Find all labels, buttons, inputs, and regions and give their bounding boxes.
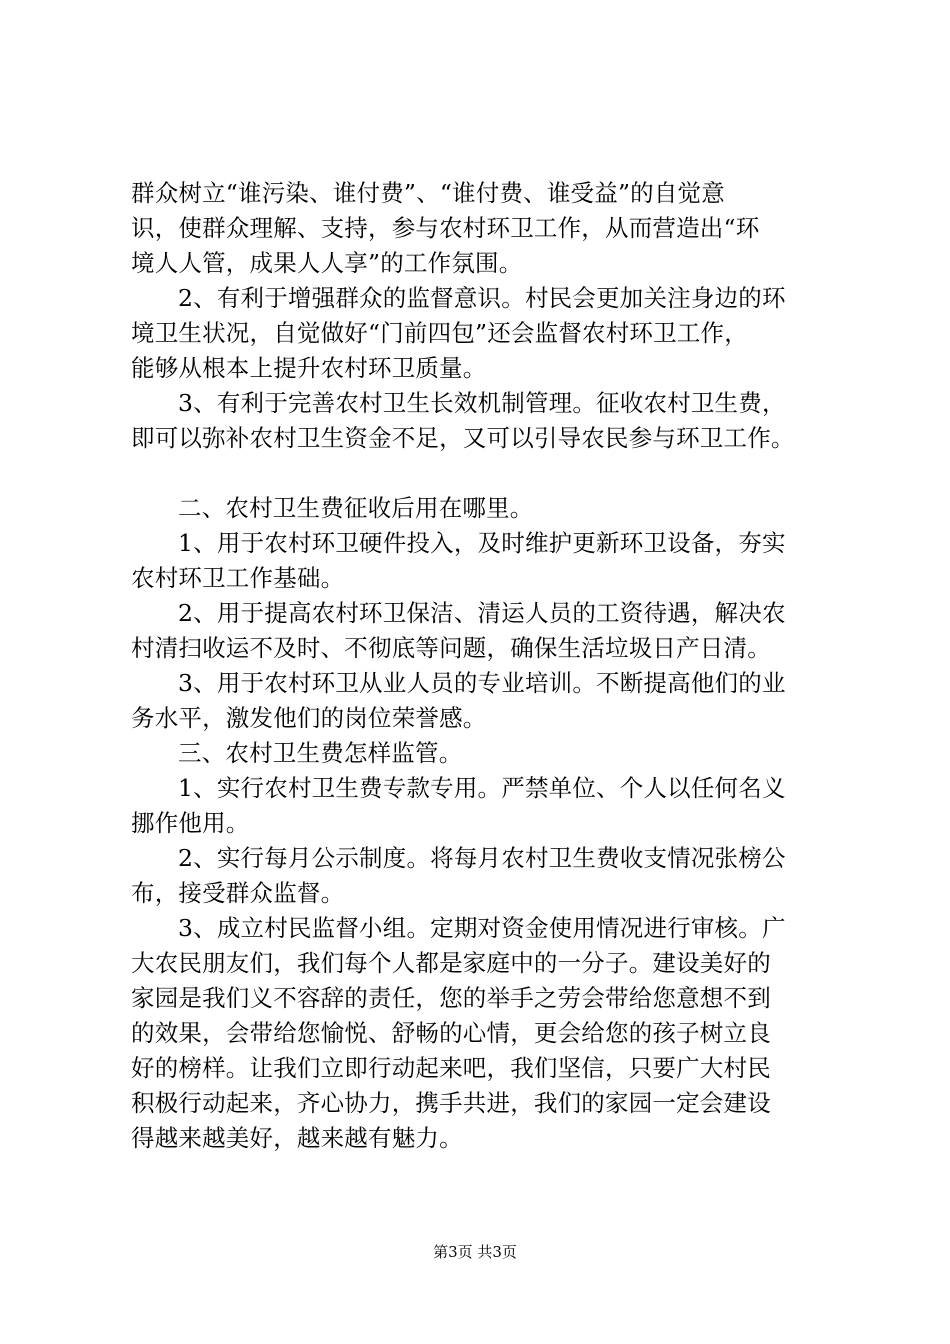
document-body: [131, 176, 831, 1156]
text-line: 务水平，激发他们的岗位荣誉感。: [131, 704, 487, 732]
text-line: 1、用于农村环卫硬件投入，及时维护更新环卫设备，夯实: [178, 529, 786, 557]
text-line: 2、有利于增强群众的监督意识。村民会更加关注身边的环: [178, 284, 786, 312]
page-footer: [0, 1242, 950, 1262]
text-line: 村清扫收运不及时、不彻底等问题，确保生活垃圾日产日清。: [131, 634, 771, 662]
text-line: 的效果，会带给您愉悦、舒畅的心情，更会给您的孩子树立良: [131, 1019, 771, 1047]
text-line: 识，使群众理解、支持，参与农村环卫工作，从而营造出“环: [131, 214, 760, 242]
text-line: 3、用于农村环卫从业人员的专业培训。不断提高他们的业: [178, 669, 786, 697]
text-line: 能够从根本上提升农村环卫质量。: [131, 354, 487, 382]
text-line: 境人人管，成果人人享”的工作氛围。: [131, 249, 523, 277]
text-line: 即可以弥补农村卫生资金不足，又可以引导农民参与环卫工作。: [131, 424, 795, 452]
text-line: 布，接受群众监督。: [131, 879, 345, 907]
text-line: 1、实行农村卫生费专款专用。严禁单位、个人以任何名义: [178, 774, 786, 802]
text-line: 大农民朋友们，我们每个人都是家庭中的一分子。建设美好的: [131, 949, 771, 977]
text-line: 2、用于提高农村环卫保洁、清运人员的工资待遇，解决农: [178, 599, 786, 627]
text-line: 挪作他用。: [131, 809, 250, 837]
section-heading: 二、农村卫生费征收后用在哪里。: [178, 494, 534, 522]
text-line: 家园是我们义不容辞的责任，您的举手之劳会带给您意想不到: [131, 984, 771, 1012]
text-line: 农村环卫工作基础。: [131, 564, 345, 592]
text-line: 群众树立“谁污染、谁付费”、“谁付费、谁受益”的自觉意: [131, 179, 725, 207]
text-line: 2、实行每月公示制度。将每月农村卫生费收支情况张榜公: [178, 844, 786, 872]
text-line: 好的榜样。让我们立即行动起来吧，我们坚信，只要广大村民: [131, 1054, 771, 1082]
text-line: 积极行动起来，齐心协力，携手共进，我们的家园一定会建设: [131, 1089, 771, 1117]
page-number-label: 第3页 共3页: [433, 1243, 517, 1261]
text-line: 境卫生状况，自觉做好“门前四包”还会监督农村环卫工作，: [131, 319, 748, 347]
text-line: 得越来越美好，越来越有魅力。: [131, 1124, 463, 1152]
paragraph-gap: [131, 456, 831, 491]
text-line: 3、成立村民监督小组。定期对资金使用情况进行审核。广: [178, 914, 786, 942]
section-heading: 三、农村卫生费怎样监管。: [178, 739, 463, 767]
text-line: 3、有利于完善农村卫生长效机制管理。征收农村卫生费，: [178, 389, 786, 417]
